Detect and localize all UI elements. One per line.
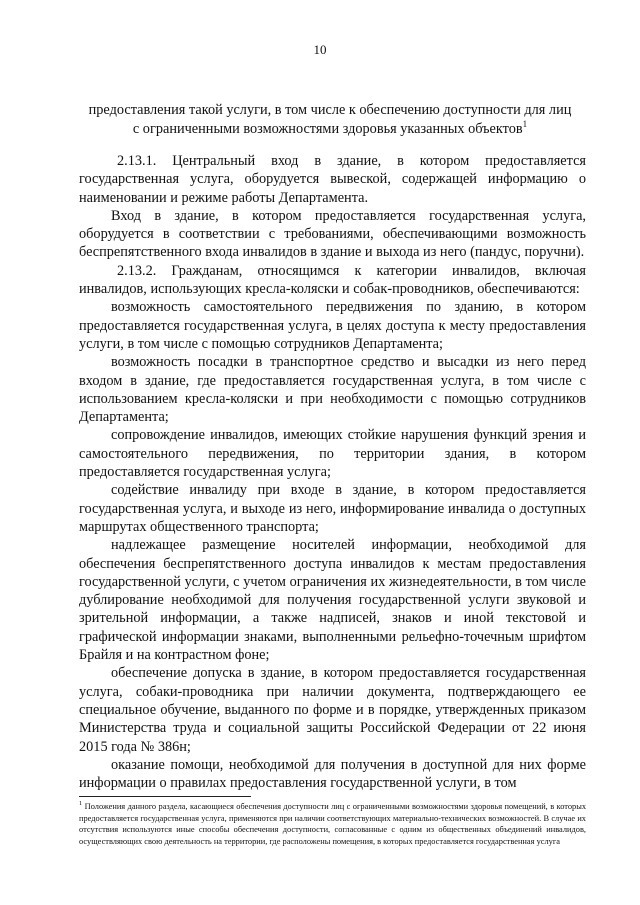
heading-line-2 (70, 120, 590, 139)
footnote-mark: 1 (79, 800, 83, 808)
body-text (79, 152, 586, 792)
list-item-information-placement: надлежащее размещение носителей информации, необходимой для обеспечения беспрепятственного доступа инвалидов к местам предоставления государственной услуги, с учетом ограничения их жизнедеятельности, в том числе дублирование необходимой для получения государственной услуги звуковой и зрительной информации, а также надписей, знаков и иной текстовой и графической информации знаками, выполненными рельефно-точечным шрифтом Брайля и на контрастном фоне; (79, 537, 586, 664)
heading-line-2-text: с ограниченными возможностями здоровья указанных объектов (132, 121, 523, 137)
heading-footnote-mark: 1 (522, 119, 528, 130)
list-item-guide-dog: обеспечение допуска в здание, в котором предоставляется государственная услуга, собаки-проводника при наличии документа, подтверждающего ее специальное обучение, выданного по форме и в порядке, утвержденных приказом Министерства труда и социальной защиты Российской Федерации от 22 июня 2015 года № 386н; (79, 665, 586, 755)
section-heading (70, 101, 590, 139)
footnote-text: Положения данного раздела, касающиеся обеспечения доступности лиц с ограниченными возможностями здоровья помещений, в которых предоставляется государственная услуга, применяются при наличии соответствующих материально-технических возможностей. В случае их отсутствия используются иные способы обеспечения доступности, согласованные с одним из общественных объединений инвалидов, осуществляющих свою деятельность на территории, где расположены помещения, в которых предоставляется государственная услуга (79, 802, 587, 846)
page-number: 10 (313, 42, 327, 57)
footnote-separator (79, 796, 251, 797)
list-item-movement: возможность самостоятельного передвижения по зданию, в котором предоставляется государственная услуга, в целях доступа к месту предоставления услуги, в том числе с помощью сотрудников Департамента; (79, 299, 586, 352)
list-item-escort: сопровождение инвалидов, имеющих стойкие нарушения функций зрения и самостоятельного передвижения, по территории здания, в котором предоставляется государственная услуга; (79, 427, 586, 481)
list-item-entry-assistance: содействие инвалиду при входе в здание, в котором предоставляется государственная услуга, и выходе из него, информирование инвалида о доступных маршрутах общественного транспорта; (79, 482, 586, 535)
paragraph-2-13-2: 2.13.2. Гражданам, относящимся к категории инвалидов, включая инвалидов, использующих кресла-коляски и собак-проводников, обеспечиваются: (79, 262, 586, 298)
list-item-help: оказание помощи, необходимой для получения в доступной для них форме информации о правилах предоставления государственной услуги, в том (79, 756, 586, 792)
list-item-transport: возможность посадки в транспортное средство и высадки из него перед входом в здание, где предоставляется государственная услуга, в том числе с использованием кресла-коляски и при необходимости с помощью сотрудников Департамента; (79, 354, 586, 426)
heading-line-1: предоставления такой услуги, в том числе к обеспечению доступности для лиц (88, 102, 572, 118)
paragraph-2-13-1: 2.13.1. Центральный вход в здание, в котором предоставляется государственная услуга, оборудуется вывеской, содержащей информацию о наименовании и режиме работы Департамента. (79, 153, 586, 206)
footnote (79, 801, 586, 847)
paragraph-entrance-equipment: Вход в здание, в котором предоставляется государственная услуга, оборудуется в соответствии с требованиями, обеспечивающими возможность беспрепятственного входа инвалидов в здание и выхода из него (пандус, поручни). (79, 207, 586, 261)
